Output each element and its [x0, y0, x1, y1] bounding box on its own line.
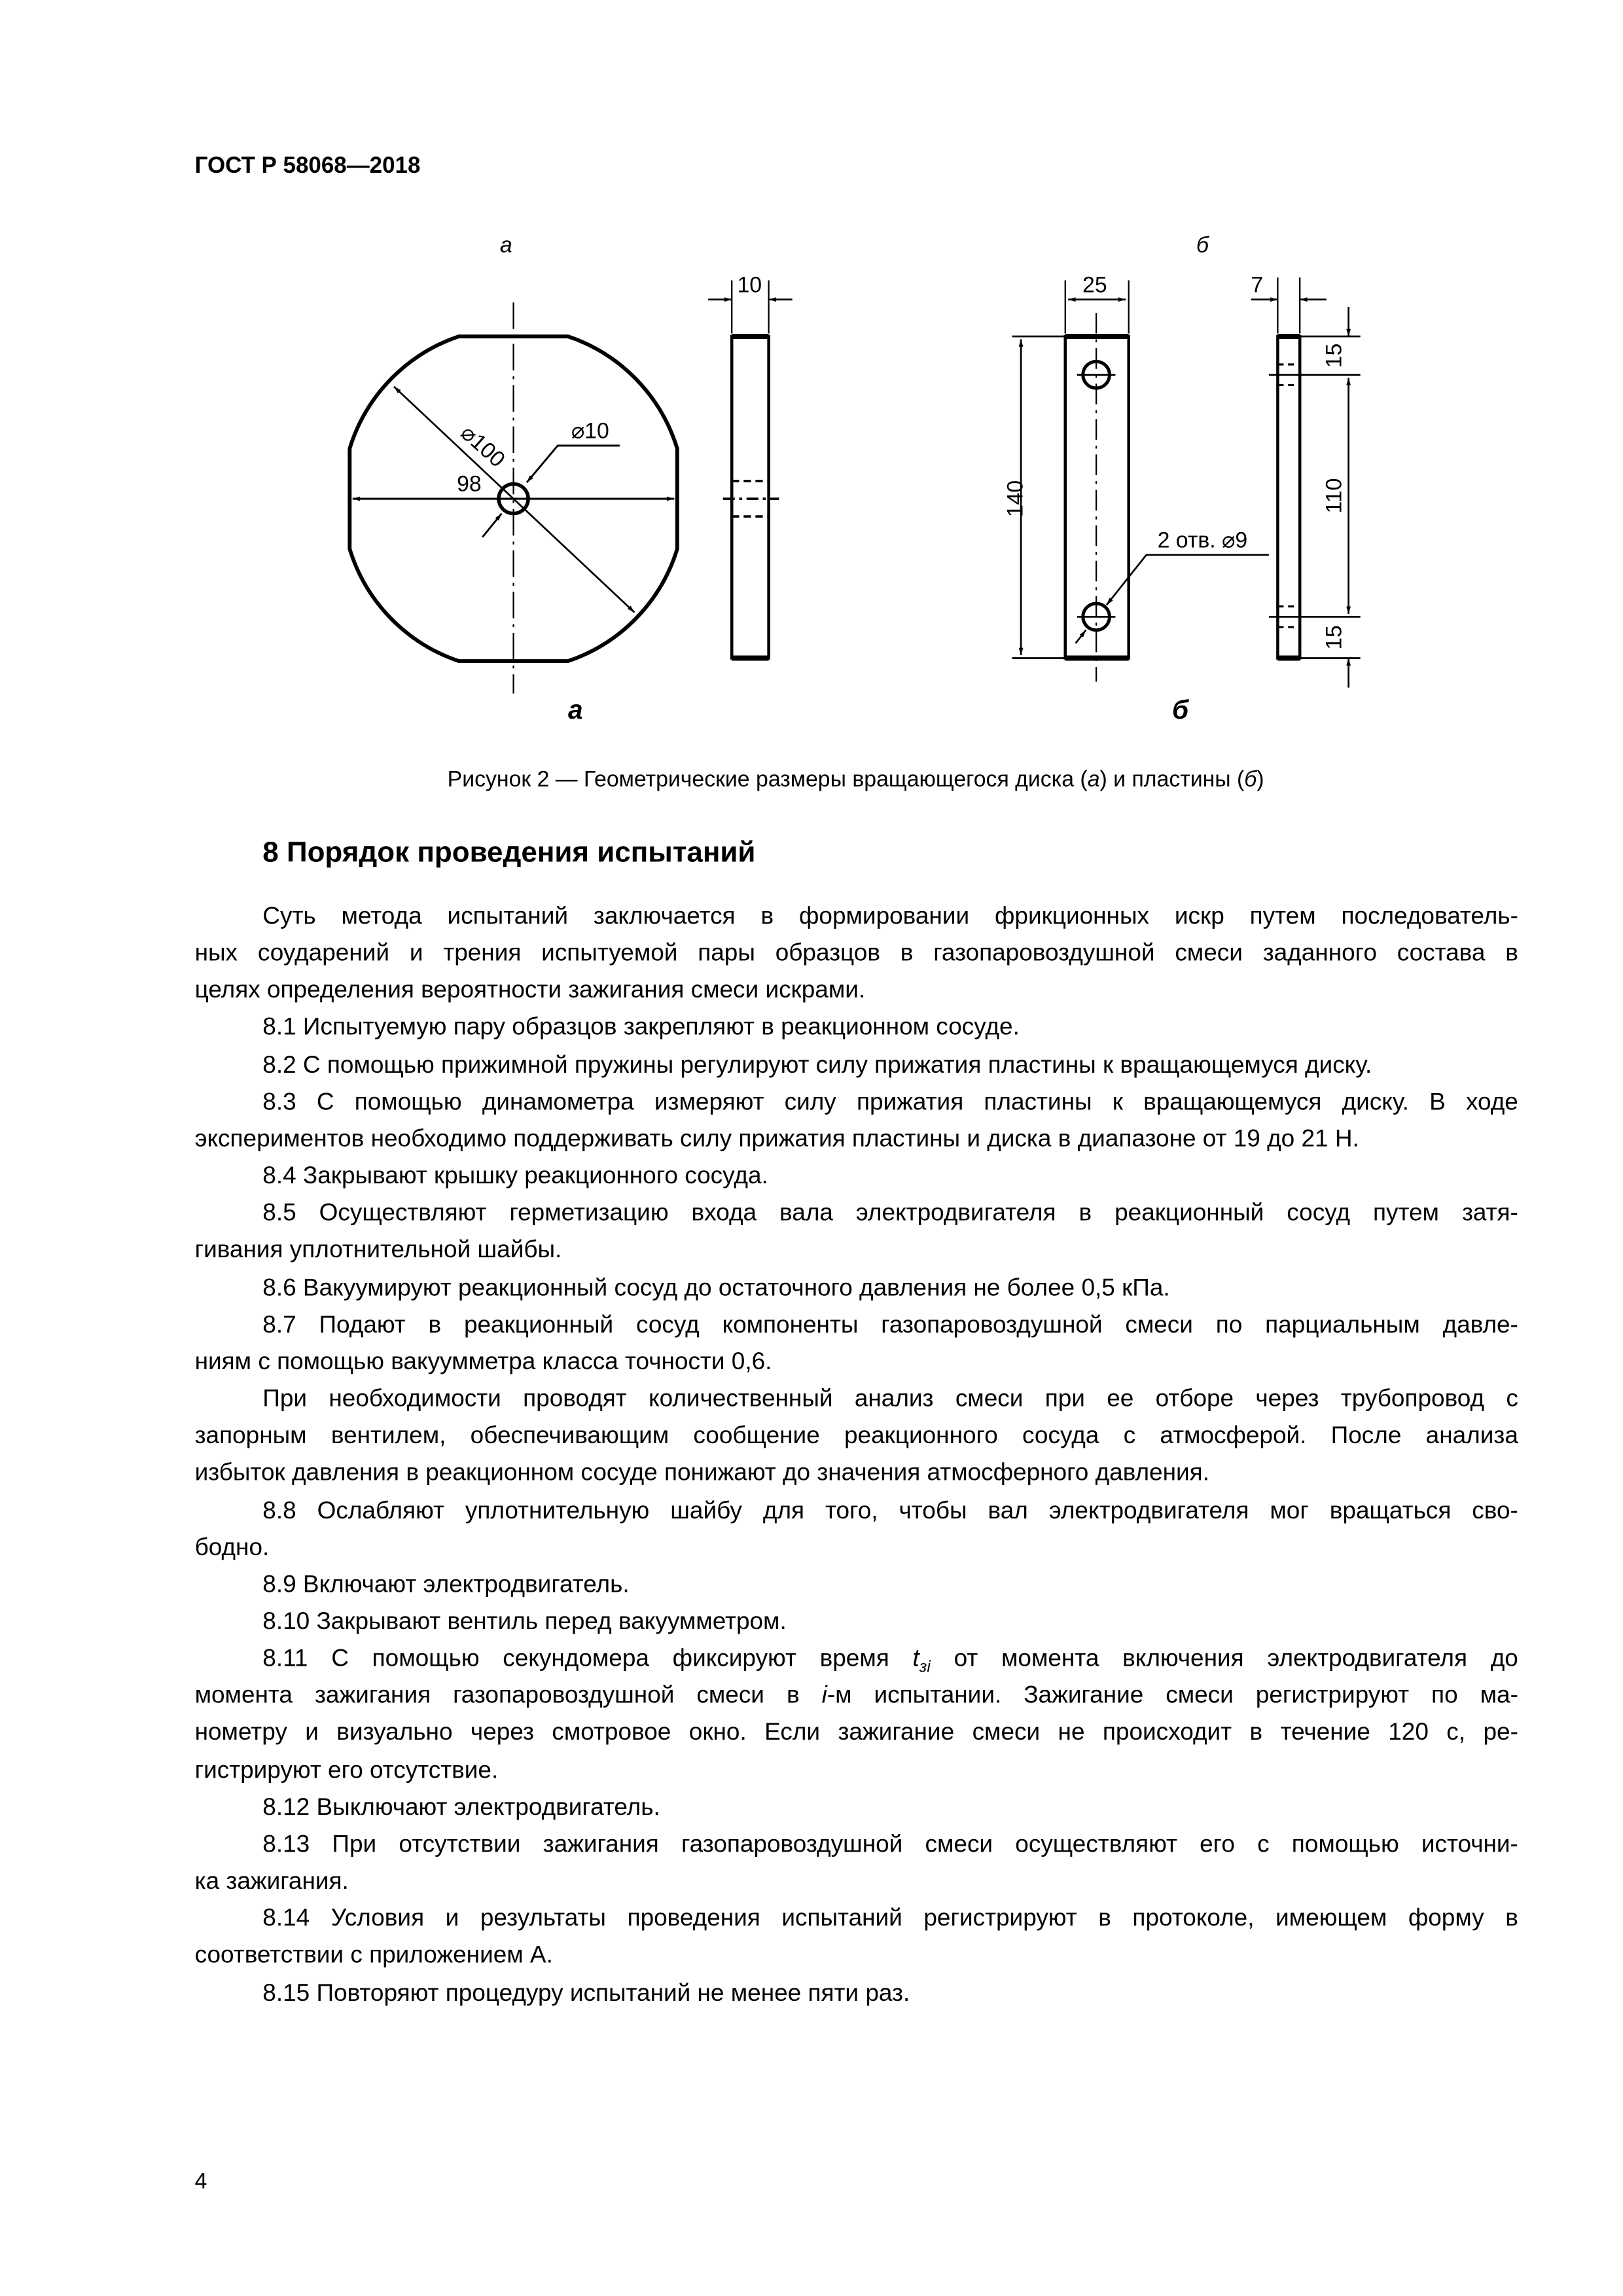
text-segment: 8.11 С помощью секундомера фиксируют время: [262, 1645, 913, 1672]
text-line: экспериментов необходимо поддерживать силу прижатия пластины и диска в диапазоне от 19 до 21 Н.: [194, 1126, 1359, 1153]
text-line: 8.13 При отсутствии зажигания газопаровоздушной смеси осуществляют его с помощью источни-: [262, 1831, 1518, 1858]
disk-width-dim: 98: [457, 471, 482, 497]
text-line: 8.12 Выключают электродвигатель.: [262, 1793, 660, 1821]
text-line: избыток давления в реакционном сосуде понижают до значения атмосферного давления.: [194, 1460, 1209, 1487]
figure-caption: [0, 767, 1623, 792]
text-line: 8.5 Осуществляют герметизацию входа вала электродвигателя в реакционный сосуд путем затя-: [262, 1200, 1518, 1227]
text-line: 8.10 Закрывают вентиль перед вакуумметром.: [262, 1608, 787, 1635]
plate-front-view: [1012, 280, 1269, 681]
text-segment: i: [821, 1682, 827, 1710]
text-line: 8.14 Условия и результаты проведения испытаний регистрируют в протоколе, имеющем форму в: [262, 1905, 1518, 1932]
text-segment: t: [912, 1645, 919, 1672]
hole-spacing-dim: 110: [1321, 478, 1347, 514]
paragraph: [195, 1010, 1518, 1047]
subscript: зi: [919, 1659, 931, 1677]
caption-segment: б: [1244, 767, 1257, 793]
text-line: 8.4 Закрывают крышку реакционного сосуда.: [262, 1162, 768, 1190]
paragraph: [195, 1567, 1518, 1604]
paragraph: [195, 1492, 1518, 1566]
hole-diameter-dim: ⌀10: [571, 418, 609, 444]
text-line: соответствии с приложением А.: [194, 1942, 553, 1969]
section-heading: 8 Порядок проведения испытаний: [262, 836, 756, 869]
text-line: целях определения вероятности зажигания смеси искрами.: [194, 977, 866, 1004]
paragraph: [195, 1381, 1518, 1492]
text-line: При необходимости проводят количественный анализ смеси при ее отборе через трубопровод с: [262, 1386, 1518, 1412]
plate-width-dim: 25: [1082, 272, 1107, 298]
paragraph: [195, 1975, 1518, 2013]
paragraph: [195, 1085, 1518, 1158]
text-line: нометру и визуально через смотровое окно. Если зажигание смеси не происходит в течение 120 с, ре-: [194, 1719, 1518, 1747]
figure-bottom-label-b: б: [1172, 694, 1189, 725]
text-line: [195, 1678, 1518, 1715]
hole-offset-top-dim: 15: [1321, 343, 1347, 368]
paragraph: [195, 1270, 1518, 1307]
paragraph: [195, 1196, 1518, 1270]
text-line: 8.15 Повторяют процедуру испытаний не менее пяти раз.: [262, 1979, 910, 2007]
text-line: ниям с помощью вакуумметра класса точности 0,6.: [194, 1348, 772, 1375]
paragraph: [195, 899, 1518, 1010]
caption-segment: ) и пластины (: [1099, 767, 1245, 793]
paragraph: [195, 1901, 1518, 1975]
caption-segment: ): [1257, 767, 1264, 793]
text-segment: момента зажигания газопаровоздушной смеси в: [194, 1682, 822, 1710]
text-line: [195, 1641, 1518, 1678]
text-line: ка зажигания.: [194, 1868, 349, 1895]
paragraph: [195, 1307, 1518, 1381]
paragraph: [195, 1158, 1518, 1196]
text-line: 8.8 Ослабляют уплотнительную шайбу для того, чтобы вал электродвигателя мог вращаться сво-: [262, 1497, 1518, 1524]
plate-thickness-dim: 7: [1251, 272, 1264, 298]
page-number: 4: [194, 2169, 207, 2195]
disk-thickness-dim: 10: [737, 272, 762, 298]
text-line: 8.1 Испытуемую пару образцов закрепляют в реакционном сосуде.: [262, 1014, 1020, 1041]
text-line: 8.3 С помощью динамометра измеряют силу прижатия пластины к вращающемуся диску. В ходе: [262, 1088, 1518, 1115]
disk-side-view: [708, 280, 793, 658]
text-line: гивания уплотнительной шайбы.: [194, 1237, 562, 1264]
paragraph: [195, 1789, 1518, 1827]
paragraph: [195, 1047, 1518, 1085]
paragraph: [195, 1604, 1518, 1641]
disk-front-view: [349, 302, 677, 693]
figure-top-label-a: а: [499, 232, 512, 258]
figure-top-label-b: б: [1196, 232, 1209, 258]
document-code-header: ГОСТ Р 58068—2018: [194, 153, 421, 179]
figure-2-drawing: [0, 0, 1623, 767]
text-line: 8.6 Вакуумируют реакционный сосуд до остаточного давления не более 0,5 кПа.: [262, 1274, 1170, 1301]
text-line: бодно.: [194, 1534, 270, 1561]
text-segment: -м испытании. Зажигание смеси регистрируют по ма-: [827, 1682, 1518, 1710]
text-line: запорным вентилем, обеспечивающим сообщение реакционного сосуда с атмосферой. После анализа: [194, 1422, 1518, 1450]
plate-length-dim: 140: [1003, 480, 1028, 518]
caption-segment: а: [1087, 767, 1100, 793]
text-line: 8.9 Включают электродвигатель.: [262, 1571, 630, 1598]
disk-diameter-dim: ⌀100: [455, 420, 510, 473]
plate-holes-dim: 2 отв. ⌀9: [1157, 528, 1248, 553]
text-line: Суть метода испытаний заключается в формировании фрикционных искр путем последователь-: [262, 903, 1518, 930]
text-line: ных соударений и трения испытуемой пары образцов в газопаровоздушной смеси заданного состава в: [194, 940, 1518, 967]
caption-segment: Рисунок 2 — Геометрические размеры вращающегося диска (: [447, 767, 1088, 793]
figure-bottom-label-a: а: [567, 694, 583, 725]
text-line: гистрируют его отсутствие.: [194, 1757, 499, 1784]
hole-offset-bottom-dim: 15: [1321, 625, 1347, 650]
text-line: 8.2 С помощью прижимной пружины регулируют силу прижатия пластины к вращающемуся диску.: [262, 1051, 1372, 1079]
paragraph: [195, 1641, 1518, 1789]
section-body: [195, 899, 1518, 2012]
text-line: 8.7 Подают в реакционный сосуд компоненты газопаровоздушной смеси по парциальным давле-: [262, 1311, 1518, 1338]
paragraph: [195, 1827, 1518, 1901]
text-segment: от момента включения электродвигателя до: [930, 1645, 1518, 1672]
